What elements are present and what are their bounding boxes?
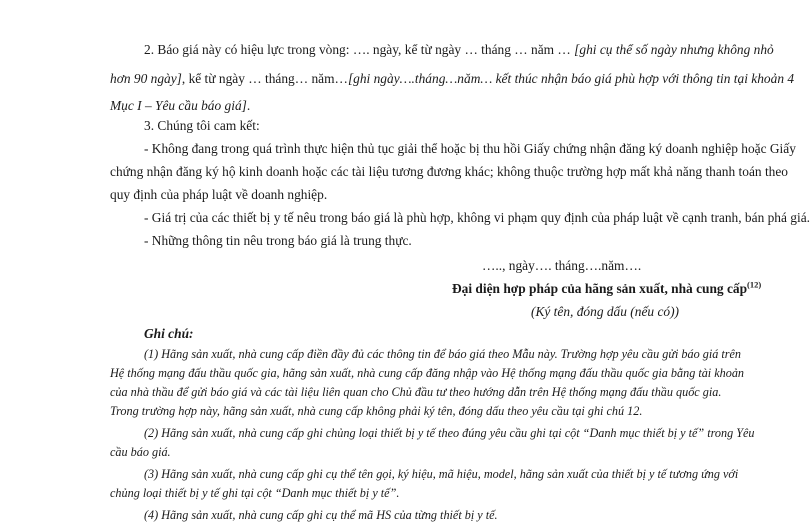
signature-date: ….., ngày…. tháng….năm…. (482, 258, 642, 273)
validity-line-3: Mục I – Yêu cầu báo giá]. (110, 98, 251, 113)
validity-note-end: hơn 90 ngày] (110, 71, 182, 86)
notes-heading: Ghi chú: (144, 326, 194, 341)
commitment-1-line-1: - Không đang trong quá trình thực hiện thủ tục giải thể hoặc bị thu hồi Giấy chứng nhận đăng ký doanh nghiệp hoặc Giấy (144, 141, 796, 156)
validity-date-note-end: Mục I – Yêu cầu báo giá] (110, 98, 247, 113)
note-3-line-1: (3) Hãng sản xuất, nhà cung cấp ghi cụ thể tên gọi, ký hiệu, mã hiệu, model, hãng sản xuất của thiết bị y tế tương ứng với (144, 467, 739, 481)
note-1-line-3: của nhà thầu để gửi báo giá và các tài liệu liên quan cho Chủ đầu tư theo hướng dẫn trên Hệ thống mạng đấu thầu quốc gia. (110, 385, 722, 399)
commitment-2: - Giá trị của các thiết bị y tế nêu trong báo giá là phù hợp, không vi phạm quy định của pháp luật về cạnh tranh, bán phá giá. (144, 210, 810, 225)
validity-date-note: [ghi ngày….tháng…năm… kết thúc nhận báo giá phù hợp với thông tin tại khoản 4 (347, 71, 795, 86)
commitment-3: - Những thông tin nêu trong báo giá là trung thực. (144, 233, 412, 248)
note-2-line-1: (2) Hãng sản xuất, nhà cung cấp ghi chủng loại thiết bị y tế theo đúng yêu cầu ghi tại cột “Danh mục thiết bị y tế” trong Yêu (144, 426, 755, 440)
validity-line-1 (144, 38, 774, 62)
note-2-line-2: cầu báo giá. (110, 445, 171, 459)
commitment-1-line-2: chứng nhận đăng ký hộ kinh doanh hoặc các tài liệu tương đương khác; không thuộc trường hợp mất khả năng thanh toán theo (110, 164, 789, 179)
note-1-line-2: Hệ thống mạng đấu thầu quốc gia, hãng sản xuất, nhà cung cấp đăng nhập vào Hệ thống mạng đấu thầu quốc gia bằng tài khoản (110, 366, 745, 380)
commitment-1-line-3: quy định của pháp luật về doanh nghiệp. (110, 187, 328, 202)
signature-title: Đại diện hợp pháp của hãng sản xuất, nhà cung cấp$^{(12)}$ (452, 279, 762, 296)
validity-start-date: , kể từ ngày … tháng… năm… (181, 71, 348, 86)
commitment-heading: 3. Chúng tôi cam kết: (144, 118, 260, 133)
note-4: (4) Hãng sản xuất, nhà cung cấp ghi cụ thể mã HS của từng thiết bị y tế. (144, 508, 498, 522)
validity-text: 2. Báo giá này có hiệu lực trong vòng: …. ngày, kể từ ngày … tháng … năm … (144, 42, 575, 57)
validity-line-2 (110, 67, 794, 91)
signature-note: (Ký tên, đóng dấu (nếu có)) (531, 304, 679, 319)
note-1-line-1: (1) Hãng sản xuất, nhà cung cấp điền đầy đủ các thông tin để báo giá theo Mẫu này. Trường hợp yêu cầu gửi báo giá trên (144, 347, 742, 361)
note-1-line-4: Trong trường hợp này, hãng sản xuất, nhà cung cấp không phải ký tên, đóng dấu theo yêu cầu tại ghi chú 12. (110, 404, 643, 418)
validity-note: [ghi cụ thể số ngày nhưng không nhỏ (574, 42, 774, 57)
footnote-ref: (12) (747, 279, 762, 290)
note-3-line-2: chủng loại thiết bị y tế ghi tại cột “Danh mục thiết bị y tế”. (110, 486, 400, 500)
